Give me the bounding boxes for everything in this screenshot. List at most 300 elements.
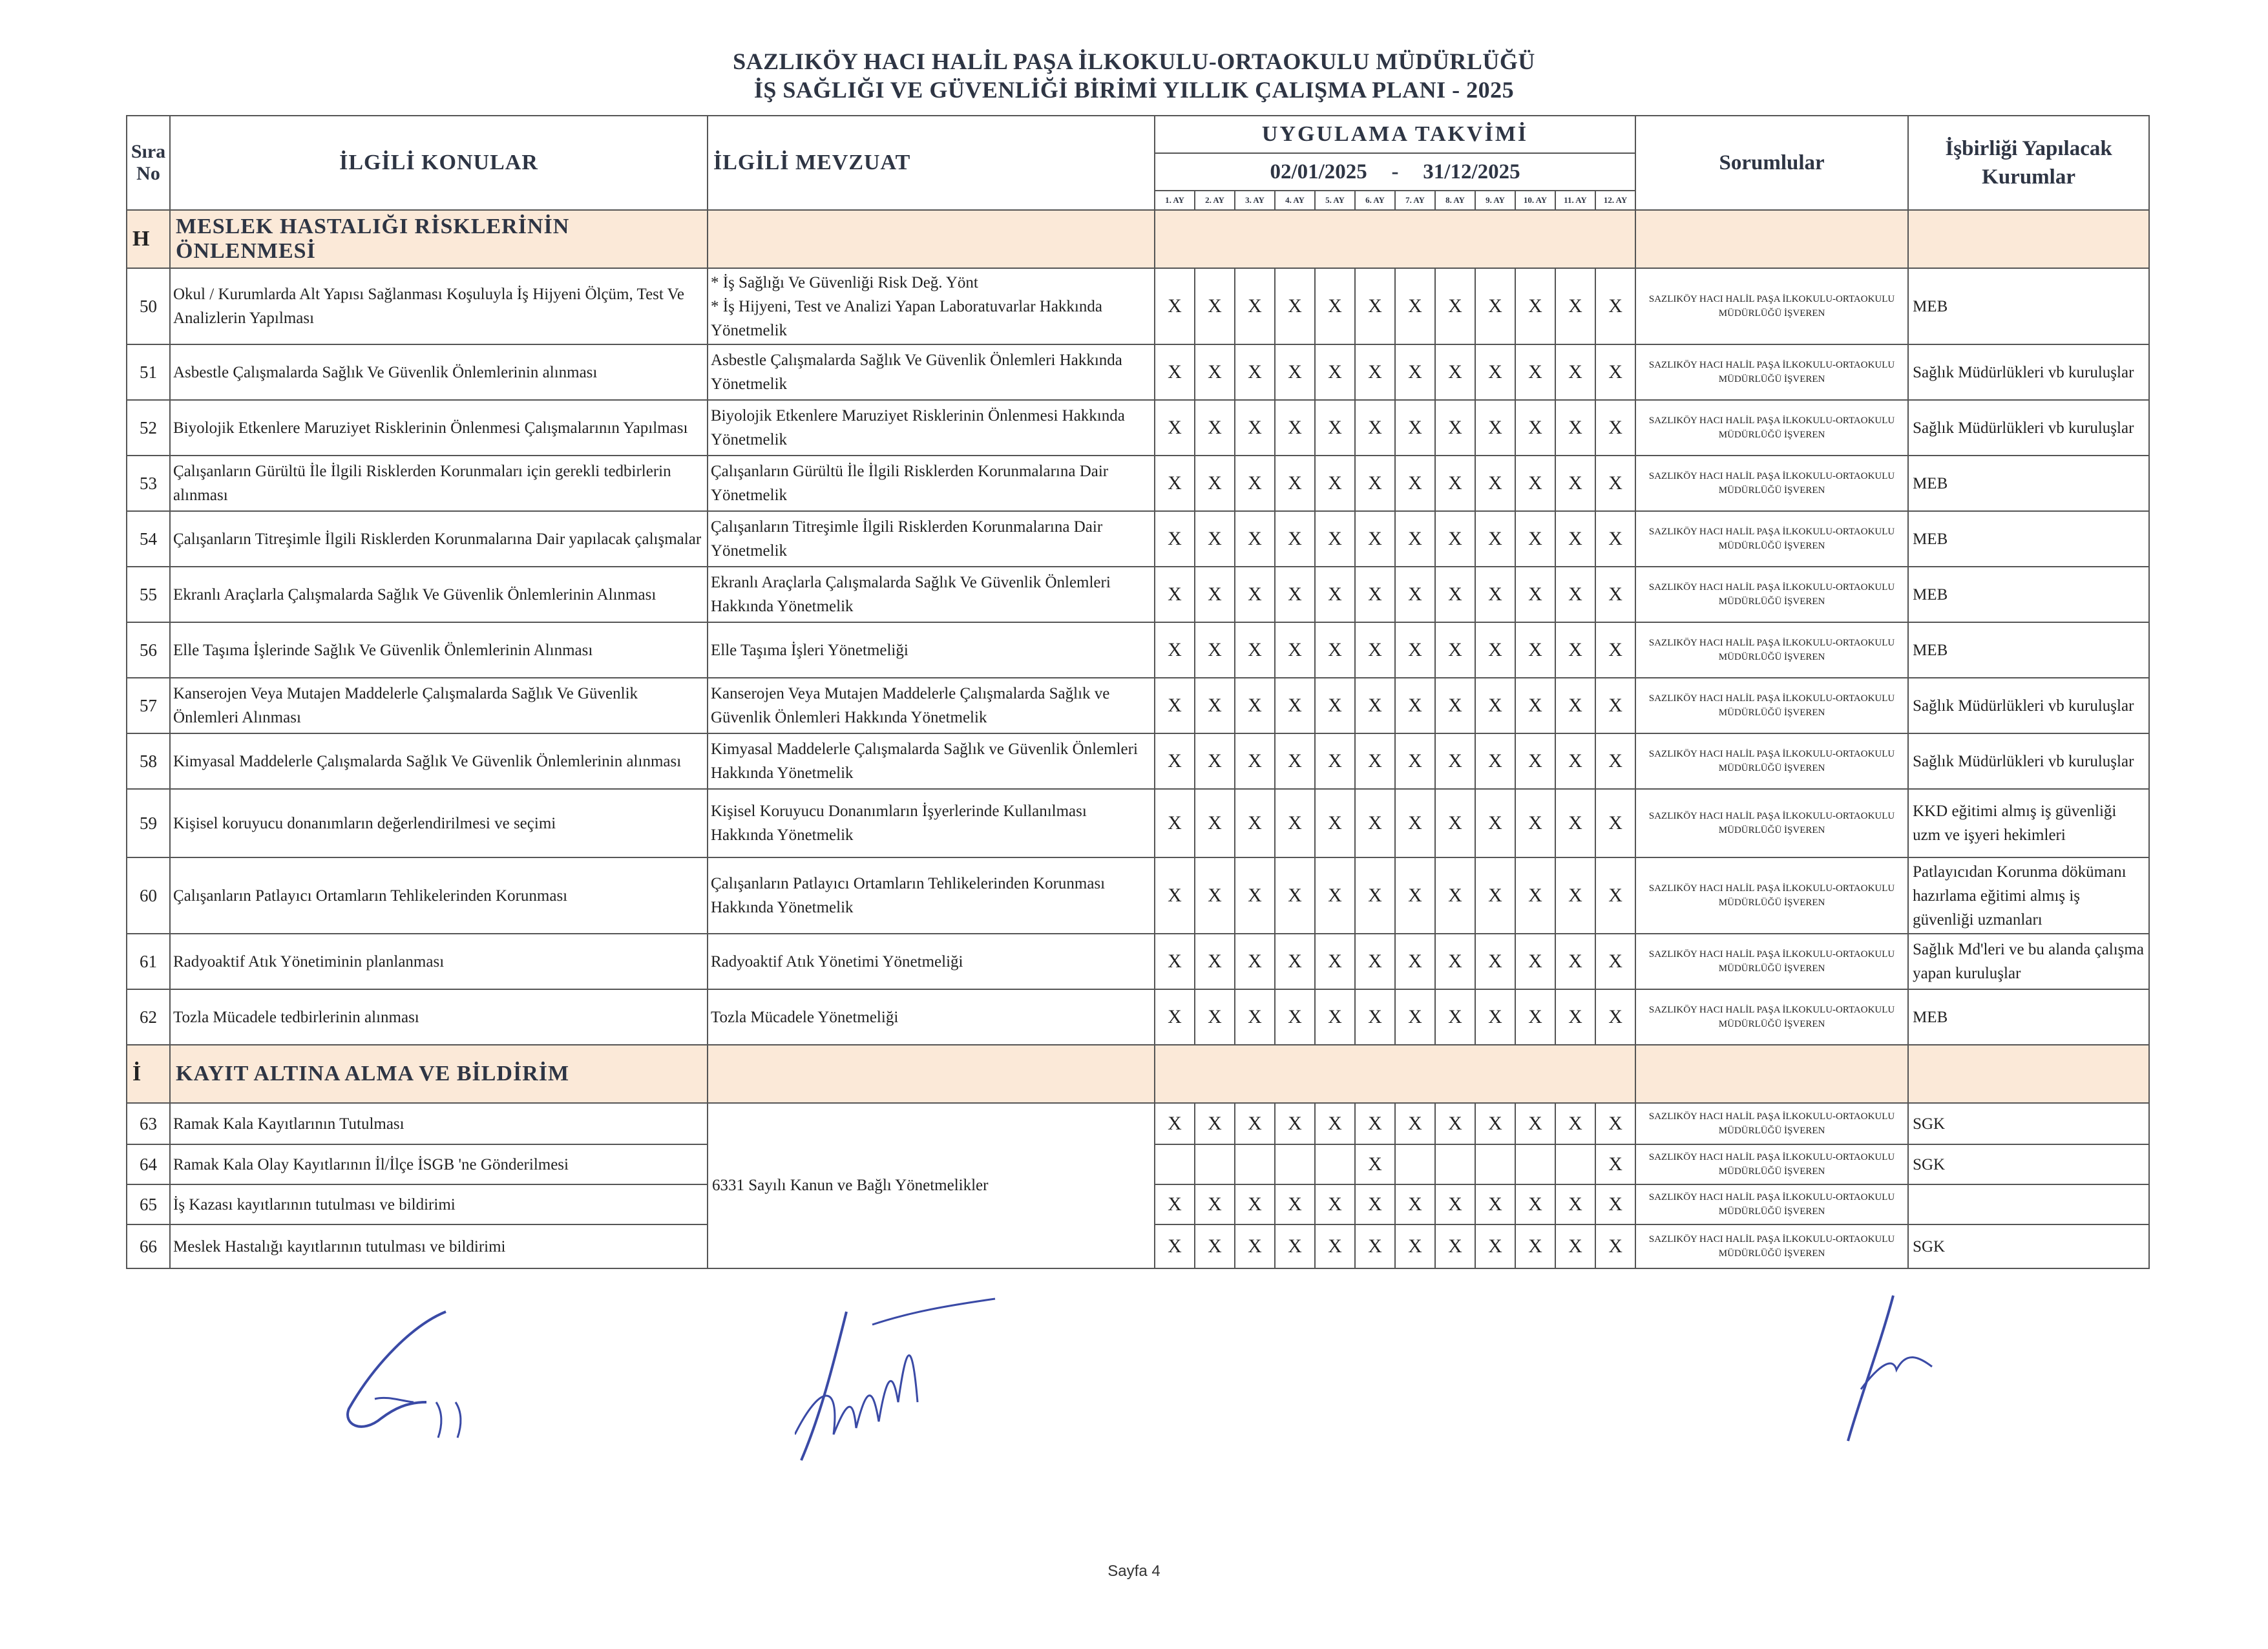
month-mark: X (1355, 733, 1395, 789)
month-mark: X (1235, 400, 1275, 456)
row-sorumlu: SAZLIKÖY HACI HALİL PAŞA İLKOKULU-ORTAOKULU MÜDÜRLÜĞÜ İŞVEREN (1635, 344, 1908, 400)
month-mark: X (1555, 567, 1595, 622)
month-mark: X (1435, 511, 1475, 567)
row-sorumlu: SAZLIKÖY HACI HALİL PAŞA İLKOKULU-ORTAOKULU MÜDÜRLÜĞÜ İŞVEREN (1635, 857, 1908, 934)
month-header: 3. AY (1235, 191, 1275, 210)
table-row (127, 456, 2149, 511)
row-mevzuat: Elle Taşıma İşleri Yönetmeliği (708, 622, 1155, 678)
month-mark: X (1475, 678, 1515, 733)
table-row (127, 344, 2149, 400)
month-mark: X (1595, 1184, 1635, 1224)
row-sorumlu: SAZLIKÖY HACI HALİL PAŞA İLKOKULU-ORTAOKULU MÜDÜRLÜĞÜ İŞVEREN (1635, 456, 1908, 511)
month-mark: X (1595, 934, 1635, 989)
row-isbirligi: KKD eğitimi almış iş güvenliği uzm ve işyeri hekimleri (1908, 789, 2149, 857)
month-mark: X (1555, 1103, 1595, 1144)
row-number: 57 (127, 678, 170, 733)
date-start: 02/01/2025 (1270, 160, 1367, 184)
month-mark: X (1355, 934, 1395, 989)
month-header: 1. AY (1155, 191, 1195, 210)
month-mark: X (1595, 678, 1635, 733)
month-mark: X (1555, 456, 1595, 511)
section-row (127, 1045, 2149, 1103)
row-number: 58 (127, 733, 170, 789)
month-mark: X (1315, 989, 1355, 1045)
month-mark: X (1155, 567, 1195, 622)
month-header: 5. AY (1315, 191, 1355, 210)
month-mark: X (1555, 733, 1595, 789)
month-mark: X (1435, 934, 1475, 989)
section-empty-cell (1908, 1045, 2149, 1103)
row-isbirligi: SGK (1908, 1103, 2149, 1144)
month-mark: X (1435, 1224, 1475, 1268)
month-mark: X (1195, 789, 1235, 857)
month-mark: X (1235, 1224, 1275, 1268)
row-isbirligi: Patlayıcıdan Korunma dökümanı hazırlama eğitimi almış iş güvenliği uzmanları (1908, 857, 2149, 934)
row-isbirligi: MEB (1908, 622, 2149, 678)
month-mark: X (1515, 268, 1555, 344)
row-sorumlu: SAZLIKÖY HACI HALİL PAŞA İLKOKULU-ORTAOKULU MÜDÜRLÜĞÜ İŞVEREN (1635, 622, 1908, 678)
month-mark: X (1195, 989, 1235, 1045)
month-mark: X (1275, 857, 1315, 934)
row-mevzuat: * İş Sağlığı Ve Güvenliği Risk Değ. Yönt * İş Hijyeni, Test ve Analizi Yapan Laboratuvarlar Hakkında Yönetmelik (708, 268, 1155, 344)
month-mark: X (1315, 678, 1355, 733)
month-mark: X (1195, 567, 1235, 622)
month-mark: X (1315, 400, 1355, 456)
month-mark: X (1355, 622, 1395, 678)
row-number: 62 (127, 989, 170, 1045)
month-mark: X (1195, 1184, 1235, 1224)
month-mark: X (1395, 456, 1435, 511)
month-mark: X (1275, 511, 1315, 567)
row-mevzuat: Biyolojik Etkenlere Maruziyet Risklerinin Önlenmesi Hakkında Yönetmelik (708, 400, 1155, 456)
section-empty-cell (1635, 1045, 1908, 1103)
month-mark: X (1515, 1184, 1555, 1224)
month-mark (1395, 1144, 1435, 1184)
month-mark: X (1235, 268, 1275, 344)
section-empty-cell (1635, 210, 1908, 268)
row-konu: Çalışanların Titreşimle İlgili Risklerden Korunmalarına Dair yapılacak çalışmalar (170, 511, 708, 567)
work-plan-table (126, 115, 2150, 1269)
month-mark: X (1395, 400, 1435, 456)
month-mark: X (1355, 1184, 1395, 1224)
row-isbirligi (1908, 1184, 2149, 1224)
row-sorumlu: SAZLIKÖY HACI HALİL PAŞA İLKOKULU-ORTAOKULU MÜDÜRLÜĞÜ İŞVEREN (1635, 1144, 1908, 1184)
month-mark: X (1235, 789, 1275, 857)
month-mark: X (1155, 622, 1195, 678)
month-mark: X (1515, 511, 1555, 567)
row-isbirligi: MEB (1908, 456, 2149, 511)
row-sorumlu: SAZLIKÖY HACI HALİL PAŞA İLKOKULU-ORTAOKULU MÜDÜRLÜĞÜ İŞVEREN (1635, 1184, 1908, 1224)
month-mark: X (1555, 622, 1595, 678)
month-header: 11. AY (1555, 191, 1595, 210)
section-letter: İ (127, 1045, 170, 1103)
month-mark: X (1195, 678, 1235, 733)
month-mark: X (1275, 789, 1315, 857)
month-mark: X (1475, 1103, 1515, 1144)
month-mark: X (1595, 511, 1635, 567)
month-mark: X (1395, 789, 1435, 857)
month-mark: X (1155, 789, 1195, 857)
month-mark: X (1515, 344, 1555, 400)
row-mevzuat: Ekranlı Araçlarla Çalışmalarda Sağlık Ve Güvenlik Önlemleri Hakkında Yönetmelik (708, 567, 1155, 622)
month-mark: X (1275, 733, 1315, 789)
month-mark (1155, 1144, 1195, 1184)
month-mark: X (1355, 857, 1395, 934)
month-mark: X (1195, 934, 1235, 989)
month-mark: X (1515, 456, 1555, 511)
month-mark: X (1555, 934, 1595, 989)
row-mevzuat: Kanserojen Veya Mutajen Maddelerle Çalışmalarda Sağlık ve Güvenlik Önlemleri Hakkında Yönetmelik (708, 678, 1155, 733)
row-isbirligi: MEB (1908, 989, 2149, 1045)
month-mark: X (1595, 857, 1635, 934)
month-mark: X (1235, 857, 1275, 934)
month-mark: X (1235, 934, 1275, 989)
section-empty-cell (708, 210, 1155, 268)
row-sorumlu: SAZLIKÖY HACI HALİL PAŞA İLKOKULU-ORTAOKULU MÜDÜRLÜĞÜ İŞVEREN (1635, 400, 1908, 456)
month-mark: X (1435, 456, 1475, 511)
month-mark: X (1355, 1224, 1395, 1268)
month-mark (1315, 1144, 1355, 1184)
row-konu: Elle Taşıma İşlerinde Sağlık Ve Güvenlik Önlemlerinin Alınması (170, 622, 708, 678)
month-mark: X (1235, 733, 1275, 789)
month-mark (1475, 1144, 1515, 1184)
month-mark: X (1435, 268, 1475, 344)
row-isbirligi: SGK (1908, 1144, 2149, 1184)
month-mark: X (1275, 400, 1315, 456)
month-mark: X (1355, 456, 1395, 511)
table-row (127, 789, 2149, 857)
row-number: 55 (127, 567, 170, 622)
month-mark: X (1515, 1103, 1555, 1144)
month-mark: X (1395, 1103, 1435, 1144)
month-mark: X (1595, 789, 1635, 857)
row-mevzuat: Radyoaktif Atık Yönetimi Yönetmeliği (708, 934, 1155, 989)
month-mark: X (1475, 400, 1515, 456)
month-mark: X (1555, 1184, 1595, 1224)
month-mark: X (1155, 268, 1195, 344)
row-sorumlu: SAZLIKÖY HACI HALİL PAŞA İLKOKULU-ORTAOKULU MÜDÜRLÜĞÜ İŞVEREN (1635, 678, 1908, 733)
month-mark: X (1275, 567, 1315, 622)
section-empty-cell (1155, 210, 1635, 268)
month-mark: X (1355, 567, 1395, 622)
column-header-isbirligi: İşbirliği Yapılacak Kurumlar (1908, 116, 2149, 210)
section-title: KAYIT ALTINA ALMA VE BİLDİRİM (170, 1045, 708, 1103)
month-mark: X (1235, 1103, 1275, 1144)
row-konu: Çalışanların Patlayıcı Ortamların Tehlikelerinden Korunması (170, 857, 708, 934)
signature-1 (336, 1305, 491, 1441)
month-mark: X (1155, 456, 1195, 511)
month-mark: X (1475, 268, 1515, 344)
month-mark: X (1315, 789, 1355, 857)
month-mark: X (1395, 733, 1435, 789)
month-header: 6. AY (1355, 191, 1395, 210)
month-mark: X (1195, 1224, 1235, 1268)
month-mark: X (1195, 622, 1235, 678)
month-header: 7. AY (1395, 191, 1435, 210)
row-mevzuat: Asbestle Çalışmalarda Sağlık Ve Güvenlik Önlemleri Hakkında Yönetmelik (708, 344, 1155, 400)
row-konu: Biyolojik Etkenlere Maruziyet Risklerinin Önlenmesi Çalışmalarının Yapılması (170, 400, 708, 456)
month-mark: X (1515, 989, 1555, 1045)
row-number: 64 (127, 1144, 170, 1184)
month-mark: X (1515, 857, 1555, 934)
row-konu: Ekranlı Araçlarla Çalışmalarda Sağlık Ve Güvenlik Önlemlerinin Alınması (170, 567, 708, 622)
month-mark: X (1475, 989, 1515, 1045)
month-mark: X (1595, 989, 1635, 1045)
column-header-konular: İLGİLİ KONULAR (170, 116, 708, 210)
month-mark: X (1155, 678, 1195, 733)
month-mark: X (1235, 989, 1275, 1045)
row-konu: Okul / Kurumlarda Alt Yapısı Sağlanması Koşuluyla İş Hijyeni Ölçüm, Test Ve Analizlerin Yapılması (170, 268, 708, 344)
month-mark: X (1195, 456, 1235, 511)
month-mark: X (1595, 1103, 1635, 1144)
row-mevzuat: Kişisel Koruyucu Donanımların İşyerlerinde Kullanılması Hakkında Yönetmelik (708, 789, 1155, 857)
month-mark: X (1435, 1184, 1475, 1224)
month-mark: X (1475, 1184, 1515, 1224)
month-mark: X (1435, 678, 1475, 733)
month-mark: X (1235, 567, 1275, 622)
row-number: 52 (127, 400, 170, 456)
month-mark: X (1595, 567, 1635, 622)
month-mark: X (1435, 989, 1475, 1045)
row-konu: Asbestle Çalışmalarda Sağlık Ve Güvenlik Önlemlerinin alınması (170, 344, 708, 400)
month-mark: X (1315, 1184, 1355, 1224)
row-konu: Meslek Hastalığı kayıtlarının tutulması ve bildirimi (170, 1224, 708, 1268)
month-mark: X (1235, 456, 1275, 511)
month-mark: X (1275, 1103, 1315, 1144)
row-konu: Kimyasal Maddelerle Çalışmalarda Sağlık Ve Güvenlik Önlemlerinin alınması (170, 733, 708, 789)
month-mark: X (1395, 857, 1435, 934)
section-row (127, 210, 2149, 268)
date-range (1155, 153, 1635, 191)
row-mevzuat: Çalışanların Gürültü İle İlgili Risklerden Korunmalarına Dair Yönetmelik (708, 456, 1155, 511)
month-mark: X (1155, 989, 1195, 1045)
month-mark: X (1235, 678, 1275, 733)
month-mark: X (1475, 456, 1515, 511)
month-mark: X (1515, 678, 1555, 733)
section-empty-cell (1908, 210, 2149, 268)
row-isbirligi: Sağlık Müdürlükleri vb kuruluşlar (1908, 678, 2149, 733)
month-mark: X (1435, 733, 1475, 789)
column-header-uygulama-takvimi: UYGULAMA TAKVİMİ (1155, 116, 1635, 153)
month-mark: X (1155, 511, 1195, 567)
month-mark: X (1315, 456, 1355, 511)
section-title: MESLEK HASTALIĞI RİSKLERİNİN ÖNLENMESİ (170, 210, 708, 268)
month-mark: X (1595, 1144, 1635, 1184)
row-sorumlu: SAZLIKÖY HACI HALİL PAŞA İLKOKULU-ORTAOKULU MÜDÜRLÜĞÜ İŞVEREN (1635, 1103, 1908, 1144)
table-row (127, 934, 2149, 989)
month-mark: X (1195, 268, 1235, 344)
row-mevzuat: Tozla Mücadele Yönetmeliği (708, 989, 1155, 1045)
month-mark: X (1595, 268, 1635, 344)
row-konu: Çalışanların Gürültü İle İlgili Risklerden Korunmaları için gerekli tedbirlerin alınması (170, 456, 708, 511)
month-mark: X (1155, 1103, 1195, 1144)
section-empty-cell (708, 1045, 1155, 1103)
month-mark: X (1235, 511, 1275, 567)
row-isbirligi: MEB (1908, 511, 2149, 567)
month-mark: X (1595, 400, 1635, 456)
month-mark: X (1595, 622, 1635, 678)
month-mark (1435, 1144, 1475, 1184)
month-mark: X (1555, 511, 1595, 567)
row-konu: Ramak Kala Olay Kayıtlarının İl/İlçe İSGB 'ne Gönderilmesi (170, 1144, 708, 1184)
month-mark: X (1475, 934, 1515, 989)
month-mark (1275, 1144, 1315, 1184)
month-mark (1195, 1144, 1235, 1184)
month-mark: X (1435, 789, 1475, 857)
month-mark: X (1355, 989, 1395, 1045)
month-mark: X (1395, 344, 1435, 400)
column-header-sorumlular: Sorumlular (1635, 116, 1908, 210)
month-mark: X (1235, 344, 1275, 400)
row-mevzuat: Çalışanların Patlayıcı Ortamların Tehlikelerinden Korunması Hakkında Yönetmelik (708, 857, 1155, 934)
column-header-mevzuat: İLGİLİ MEVZUAT (708, 116, 1155, 210)
month-mark: X (1595, 456, 1635, 511)
month-mark: X (1155, 1184, 1195, 1224)
row-number: 66 (127, 1224, 170, 1268)
date-separator: - (1391, 160, 1399, 184)
month-mark: X (1515, 733, 1555, 789)
month-mark: X (1355, 678, 1395, 733)
month-mark: X (1315, 344, 1355, 400)
document-title-line2: İŞ SAĞLIĞI VE GÜVENLİĞİ BİRİMİ YILLIK ÇALIŞMA PLANI - 2025 (753, 77, 1515, 103)
month-mark: X (1395, 934, 1435, 989)
month-mark: X (1595, 1224, 1635, 1268)
month-mark: X (1195, 400, 1235, 456)
month-mark: X (1355, 1103, 1395, 1144)
month-header: 10. AY (1515, 191, 1555, 210)
month-mark: X (1555, 989, 1595, 1045)
table-row (127, 857, 2149, 934)
row-number: 60 (127, 857, 170, 934)
table-row (127, 678, 2149, 733)
month-mark: X (1435, 857, 1475, 934)
month-mark: X (1395, 268, 1435, 344)
row-konu: Ramak Kala Kayıtlarının Tutulması (170, 1103, 708, 1144)
month-mark: X (1315, 934, 1355, 989)
month-mark: X (1475, 733, 1515, 789)
table-row (127, 511, 2149, 567)
row-sorumlu: SAZLIKÖY HACI HALİL PAŞA İLKOKULU-ORTAOKULU MÜDÜRLÜĞÜ İŞVEREN (1635, 989, 1908, 1045)
month-header: 8. AY (1435, 191, 1475, 210)
table-row (127, 400, 2149, 456)
row-konu: Kanserojen Veya Mutajen Maddelerle Çalışmalarda Sağlık Ve Güvenlik Önlemleri Alınması (170, 678, 708, 733)
month-mark: X (1555, 400, 1595, 456)
row-number: 53 (127, 456, 170, 511)
month-mark: X (1155, 733, 1195, 789)
month-mark: X (1395, 567, 1435, 622)
row-number: 54 (127, 511, 170, 567)
date-end: 31/12/2025 (1423, 160, 1520, 184)
month-mark: X (1435, 400, 1475, 456)
section-empty-cell (1155, 1045, 1635, 1103)
month-mark: X (1155, 857, 1195, 934)
month-mark: X (1315, 622, 1355, 678)
month-header: 4. AY (1275, 191, 1315, 210)
row-number: 59 (127, 789, 170, 857)
month-mark: X (1555, 789, 1595, 857)
signature-3 (1822, 1292, 1951, 1447)
month-mark: X (1275, 1184, 1315, 1224)
row-number: 61 (127, 934, 170, 989)
column-header-sira: Sıra No (127, 116, 170, 210)
month-mark: X (1275, 456, 1315, 511)
month-mark: X (1315, 567, 1355, 622)
month-mark (1235, 1144, 1275, 1184)
month-mark: X (1355, 344, 1395, 400)
month-mark: X (1275, 622, 1315, 678)
month-mark: X (1515, 1224, 1555, 1268)
row-number: 63 (127, 1103, 170, 1144)
month-mark: X (1555, 678, 1595, 733)
month-mark: X (1155, 400, 1195, 456)
table-row (127, 567, 2149, 622)
table-row (127, 622, 2149, 678)
month-mark (1555, 1144, 1595, 1184)
month-mark: X (1515, 567, 1555, 622)
row-mevzuat: Çalışanların Titreşimle İlgili Risklerden Korunmalarına Dair Yönetmelik (708, 511, 1155, 567)
month-mark: X (1555, 344, 1595, 400)
month-mark: X (1275, 268, 1315, 344)
month-header: 9. AY (1475, 191, 1515, 210)
row-sorumlu: SAZLIKÖY HACI HALİL PAŞA İLKOKULU-ORTAOKULU MÜDÜRLÜĞÜ İŞVEREN (1635, 567, 1908, 622)
month-mark: X (1555, 268, 1595, 344)
month-mark: X (1555, 1224, 1595, 1268)
month-mark: X (1195, 857, 1235, 934)
month-mark: X (1315, 268, 1355, 344)
month-mark: X (1595, 733, 1635, 789)
row-isbirligi: Sağlık Müdürlükleri vb kuruluşlar (1908, 344, 2149, 400)
month-mark: X (1395, 622, 1435, 678)
month-mark: X (1195, 733, 1235, 789)
document-title-line1: SAZLIKÖY HACI HALİL PAŞA İLKOKULU-ORTAOKULU MÜDÜRLÜĞÜ (733, 48, 1535, 74)
row-konu: İş Kazası kayıtlarının tutulması ve bildirimi (170, 1184, 708, 1224)
month-mark: X (1355, 1144, 1395, 1184)
month-mark: X (1515, 789, 1555, 857)
month-mark: X (1315, 511, 1355, 567)
month-mark: X (1235, 1184, 1275, 1224)
table-row (127, 1103, 2149, 1144)
month-mark: X (1355, 789, 1395, 857)
month-mark: X (1395, 1224, 1435, 1268)
row-konu: Radyoaktif Atık Yönetiminin planlanması (170, 934, 708, 989)
month-mark: X (1395, 678, 1435, 733)
month-mark: X (1315, 1103, 1355, 1144)
row-isbirligi: MEB (1908, 567, 2149, 622)
month-mark: X (1195, 344, 1235, 400)
month-mark: X (1315, 857, 1355, 934)
row-number: 51 (127, 344, 170, 400)
month-mark: X (1475, 567, 1515, 622)
month-mark: X (1515, 934, 1555, 989)
month-mark: X (1435, 622, 1475, 678)
row-mevzuat: Kimyasal Maddelerle Çalışmalarda Sağlık ve Güvenlik Önlemleri Hakkında Yönetmelik (708, 733, 1155, 789)
month-mark: X (1155, 344, 1195, 400)
section-letter: H (127, 210, 170, 268)
month-mark: X (1395, 989, 1435, 1045)
row-number: 50 (127, 268, 170, 344)
month-mark: X (1595, 344, 1635, 400)
page-number: Sayfa 4 (1108, 1562, 1160, 1580)
month-mark: X (1395, 1184, 1435, 1224)
row-sorumlu: SAZLIKÖY HACI HALİL PAŞA İLKOKULU-ORTAOKULU MÜDÜRLÜĞÜ İŞVEREN (1635, 733, 1908, 789)
month-mark: X (1195, 511, 1235, 567)
month-mark: X (1275, 934, 1315, 989)
month-mark: X (1475, 1224, 1515, 1268)
month-mark: X (1235, 622, 1275, 678)
month-mark: X (1315, 733, 1355, 789)
month-mark: X (1435, 344, 1475, 400)
row-konu: Tozla Mücadele tedbirlerinin alınması (170, 989, 708, 1045)
